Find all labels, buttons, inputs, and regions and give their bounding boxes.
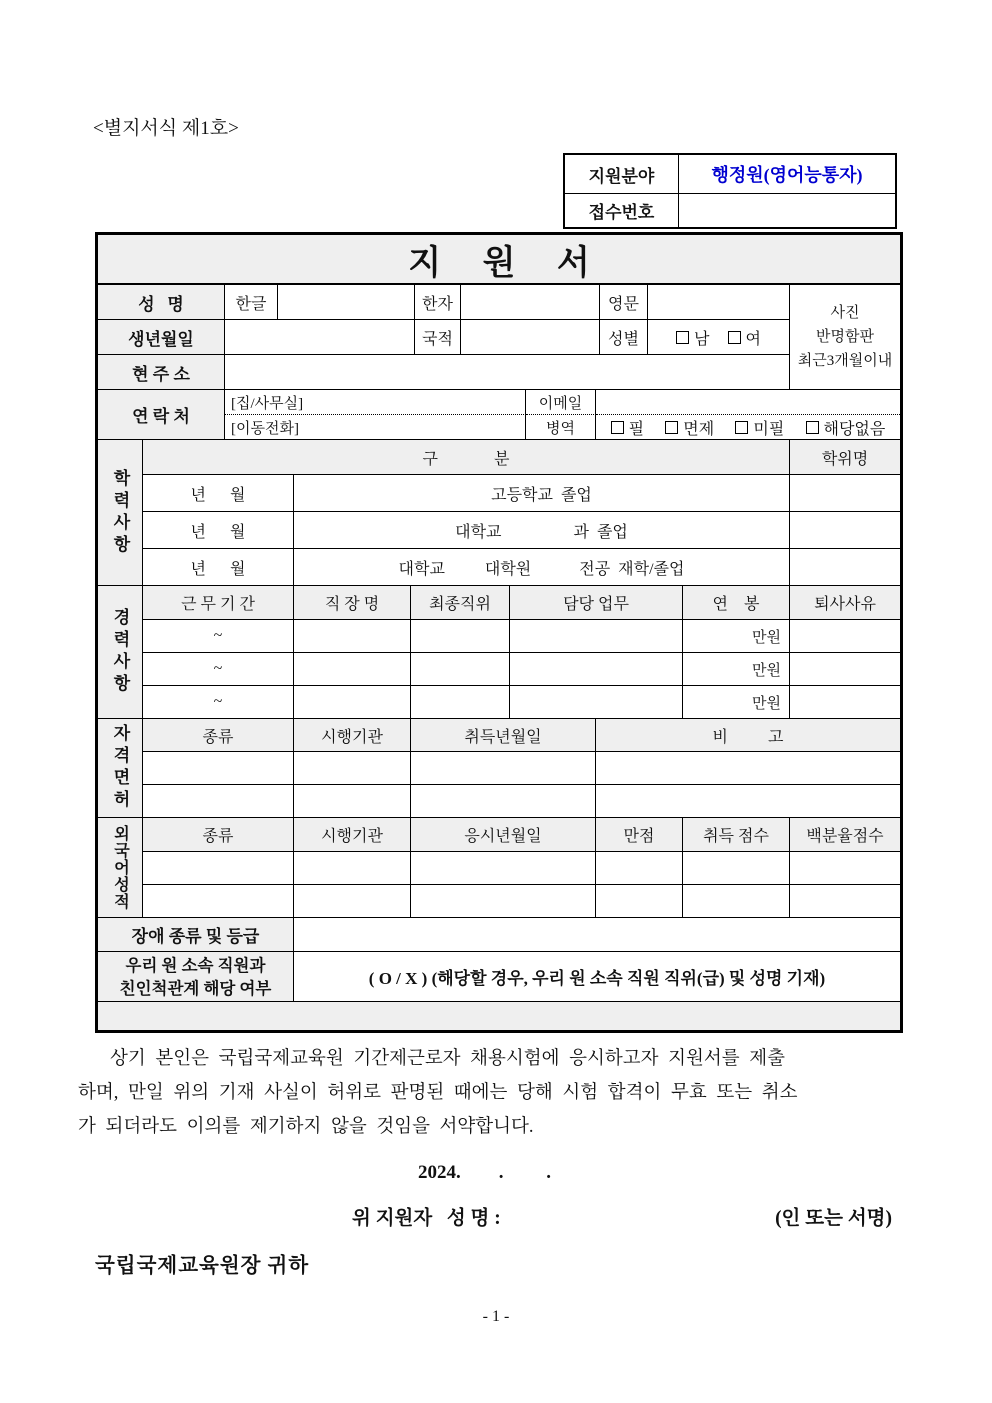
field-value: 행정원(영어능통자) bbox=[679, 155, 895, 194]
language-agency-input[interactable] bbox=[294, 885, 411, 918]
education-row-university bbox=[143, 512, 900, 549]
language-score-input[interactable] bbox=[683, 885, 790, 918]
career-header-company: 직 장 명 bbox=[294, 586, 411, 620]
education-row-graduate bbox=[143, 549, 900, 586]
checkbox-na-icon[interactable] bbox=[806, 421, 819, 434]
email-input[interactable] bbox=[596, 390, 900, 415]
pledge-line: 가 되더라도 이의를 제기하지 않을 것임을 서약합니다. bbox=[78, 1117, 534, 1137]
gender-choice bbox=[648, 320, 790, 355]
application-table bbox=[95, 232, 903, 1033]
receipt-number-input[interactable] bbox=[679, 194, 895, 227]
name-hangul-input[interactable] bbox=[278, 285, 415, 320]
military-label: 병역 bbox=[526, 415, 596, 440]
form-title: 지 원 서 bbox=[408, 243, 606, 282]
name-hangul-label: 한글 bbox=[225, 285, 278, 320]
relative-ox-input[interactable]: ( O / X ) (해당할 경우, 우리 원 소속 직원 직위(급) 및 성명 기재) bbox=[294, 952, 900, 1002]
education-desc-graduate[interactable]: 대학교 대학원 전공 재학/졸업 bbox=[294, 549, 790, 586]
career-duty-input[interactable] bbox=[510, 620, 683, 653]
disability-input[interactable] bbox=[294, 918, 900, 952]
recipient-line: 국립국제교육원장 귀하 bbox=[95, 1255, 310, 1277]
seal-note: (인 또는 서명) bbox=[775, 1208, 892, 1229]
career-header-reason: 퇴사사유 bbox=[790, 586, 900, 620]
career-header-duty: 담당 업무 bbox=[510, 586, 683, 620]
education-degree-input[interactable] bbox=[790, 549, 900, 586]
contact-home-label[interactable]: [집/사무실] bbox=[225, 390, 526, 415]
military-notyet-label: 미필 bbox=[753, 420, 785, 438]
career-section-label: 경력사항 bbox=[98, 586, 143, 719]
education-date-input[interactable]: 년 월 bbox=[143, 512, 294, 549]
career-position-input[interactable] bbox=[411, 686, 510, 719]
photo-line2: 반명함판 bbox=[816, 329, 874, 345]
gender-female-option[interactable] bbox=[728, 326, 761, 349]
page-number: - 1 - bbox=[482, 1308, 510, 1325]
certificate-header-type: 종류 bbox=[143, 719, 294, 752]
gender-label: 성별 bbox=[600, 320, 648, 355]
language-row bbox=[143, 885, 900, 918]
pledge-line: 하며, 만일 위의 기재 사실이 허위로 판명된 때에는 당해 시험 합격이 무효 또는 취소 bbox=[78, 1083, 798, 1103]
form-tag: <별지서식 제1호> bbox=[93, 118, 239, 139]
disability-label: 장애 종류 및 등급 bbox=[98, 918, 294, 952]
checkbox-female-icon[interactable] bbox=[728, 331, 741, 344]
contact-label: 연 락 처 bbox=[98, 390, 225, 440]
military-option-completed[interactable] bbox=[611, 416, 644, 439]
certificate-row bbox=[143, 752, 900, 785]
education-date-input[interactable]: 년 월 bbox=[143, 475, 294, 512]
certificate-date-input[interactable] bbox=[411, 785, 596, 818]
receipt-label: 접수번호 bbox=[565, 194, 679, 227]
education-section-label: 학력사항 bbox=[98, 440, 143, 586]
pledge-line: 상기 본인은 국립국제교육원 기간제근로자 채용시험에 응시하고자 지원서를 제출 bbox=[110, 1049, 785, 1069]
certificate-agency-input[interactable] bbox=[294, 785, 411, 818]
career-duty-input[interactable] bbox=[510, 653, 683, 686]
nationality-input[interactable] bbox=[461, 320, 600, 355]
language-row bbox=[143, 852, 900, 885]
career-header-salary: 연 봉 bbox=[683, 586, 790, 620]
military-completed-label: 필 bbox=[628, 420, 645, 438]
language-score-input[interactable] bbox=[683, 852, 790, 885]
checkbox-male-icon[interactable] bbox=[676, 331, 689, 344]
nationality-label: 국적 bbox=[415, 320, 461, 355]
career-row bbox=[143, 686, 900, 719]
name-hanja-label: 한자 bbox=[415, 285, 461, 320]
certificate-section-label: 자격면허 bbox=[98, 719, 143, 818]
certificate-row bbox=[143, 785, 900, 818]
contact-mobile-label[interactable]: [이동전화] bbox=[225, 415, 526, 440]
career-position-input[interactable] bbox=[411, 620, 510, 653]
gender-female-label: 여 bbox=[745, 330, 761, 348]
language-date-input[interactable] bbox=[411, 852, 596, 885]
language-type-input[interactable] bbox=[143, 885, 294, 918]
career-company-input[interactable] bbox=[294, 620, 411, 653]
career-duty-input[interactable] bbox=[510, 686, 683, 719]
language-type-input[interactable] bbox=[143, 852, 294, 885]
education-date-input[interactable]: 년 월 bbox=[143, 549, 294, 586]
gender-male-option[interactable] bbox=[676, 326, 709, 349]
bottom-empty-row bbox=[98, 1002, 900, 1030]
form-title-row bbox=[98, 235, 900, 285]
military-option-notyet[interactable] bbox=[735, 416, 784, 439]
career-reason-input[interactable] bbox=[790, 686, 900, 719]
language-header-agency: 시행기관 bbox=[294, 818, 411, 852]
career-salary-unit[interactable]: 만원 bbox=[683, 686, 790, 719]
career-period-input[interactable]: ~ bbox=[143, 653, 294, 686]
language-section-label: 외국어성적 bbox=[98, 818, 143, 918]
career-row bbox=[143, 653, 900, 686]
photo-box bbox=[790, 285, 900, 390]
career-reason-input[interactable] bbox=[790, 620, 900, 653]
relative-label bbox=[98, 952, 294, 1002]
checkbox-completed-icon[interactable] bbox=[611, 421, 624, 434]
pledge-statement bbox=[78, 1042, 934, 1144]
language-header-maxscore: 만점 bbox=[596, 818, 683, 852]
language-header-date: 응시년월일 bbox=[411, 818, 596, 852]
military-exempt-label: 면제 bbox=[683, 420, 715, 438]
signature-row bbox=[352, 1202, 892, 1230]
career-reason-input[interactable] bbox=[790, 653, 900, 686]
certificate-agency-input[interactable] bbox=[294, 752, 411, 785]
education-degree-input[interactable] bbox=[790, 475, 900, 512]
certificate-header-date: 취득년월일 bbox=[411, 719, 596, 752]
certificate-note-input[interactable] bbox=[596, 785, 900, 818]
relative-label-line2: 친인척관계 해당 여부 bbox=[119, 978, 272, 998]
certificate-header-agency: 시행기관 bbox=[294, 719, 411, 752]
email-label: 이메일 bbox=[526, 390, 596, 415]
relative-label-line1: 우리 원 소속 직원과 bbox=[125, 955, 266, 975]
language-percentile-input[interactable] bbox=[790, 885, 900, 918]
education-desc-university[interactable]: 대학교 과 졸업 bbox=[294, 512, 790, 549]
header-table bbox=[563, 153, 897, 229]
military-options bbox=[596, 415, 900, 440]
language-maxscore-input[interactable] bbox=[596, 852, 683, 885]
education-header-degree: 학위명 bbox=[790, 440, 900, 475]
birthdate-label: 생년월일 bbox=[98, 320, 225, 355]
checkbox-exempt-icon[interactable] bbox=[665, 421, 678, 434]
military-option-na[interactable] bbox=[806, 416, 886, 439]
military-option-exempt[interactable] bbox=[665, 416, 714, 439]
language-header-percentile: 백분율점수 bbox=[790, 818, 900, 852]
career-row bbox=[143, 620, 900, 653]
address-input[interactable] bbox=[225, 355, 790, 390]
photo-line1: 사진 bbox=[830, 305, 860, 321]
name-english-input[interactable] bbox=[648, 285, 790, 320]
certificate-type-input[interactable] bbox=[143, 785, 294, 818]
name-label: 성 명 bbox=[98, 285, 225, 320]
career-position-input[interactable] bbox=[411, 653, 510, 686]
certificate-header-note: 비 고 bbox=[596, 719, 900, 752]
certificate-date-input[interactable] bbox=[411, 752, 596, 785]
career-period-input[interactable]: ~ bbox=[143, 686, 294, 719]
field-label: 지원분야 bbox=[565, 155, 679, 194]
language-agency-input[interactable] bbox=[294, 852, 411, 885]
language-percentile-input[interactable] bbox=[790, 852, 900, 885]
military-na-label: 해당없음 bbox=[823, 420, 886, 438]
date-line[interactable]: 2024. . . bbox=[418, 1162, 551, 1183]
birthdate-input[interactable] bbox=[225, 320, 415, 355]
career-company-input[interactable] bbox=[294, 686, 411, 719]
checkbox-notyet-icon[interactable] bbox=[735, 421, 748, 434]
education-row-highschool bbox=[143, 475, 900, 512]
career-salary-unit[interactable]: 만원 bbox=[683, 620, 790, 653]
education-desc-highschool[interactable]: 고등학교 졸업 bbox=[294, 475, 790, 512]
gender-male-label: 남 bbox=[694, 330, 710, 348]
career-company-input[interactable] bbox=[294, 653, 411, 686]
education-degree-input[interactable] bbox=[790, 512, 900, 549]
language-header-type: 종류 bbox=[143, 818, 294, 852]
certificate-note-input[interactable] bbox=[596, 752, 900, 785]
language-header-score: 취득 점수 bbox=[683, 818, 790, 852]
signature-label[interactable]: 위 지원자 성 명 : bbox=[352, 1208, 501, 1229]
career-period-input[interactable]: ~ bbox=[143, 620, 294, 653]
certificate-type-input[interactable] bbox=[143, 752, 294, 785]
language-date-input[interactable] bbox=[411, 885, 596, 918]
photo-line3: 최근3개월이내 bbox=[797, 353, 893, 369]
address-label: 현 주 소 bbox=[98, 355, 225, 390]
career-header-position: 최종직위 bbox=[411, 586, 510, 620]
language-maxscore-input[interactable] bbox=[596, 885, 683, 918]
career-header-period: 근 무 기 간 bbox=[143, 586, 294, 620]
education-header-gubun: 구 분 bbox=[143, 440, 790, 475]
name-english-label: 영문 bbox=[600, 285, 648, 320]
name-hanja-input[interactable] bbox=[461, 285, 600, 320]
career-salary-unit[interactable]: 만원 bbox=[683, 653, 790, 686]
